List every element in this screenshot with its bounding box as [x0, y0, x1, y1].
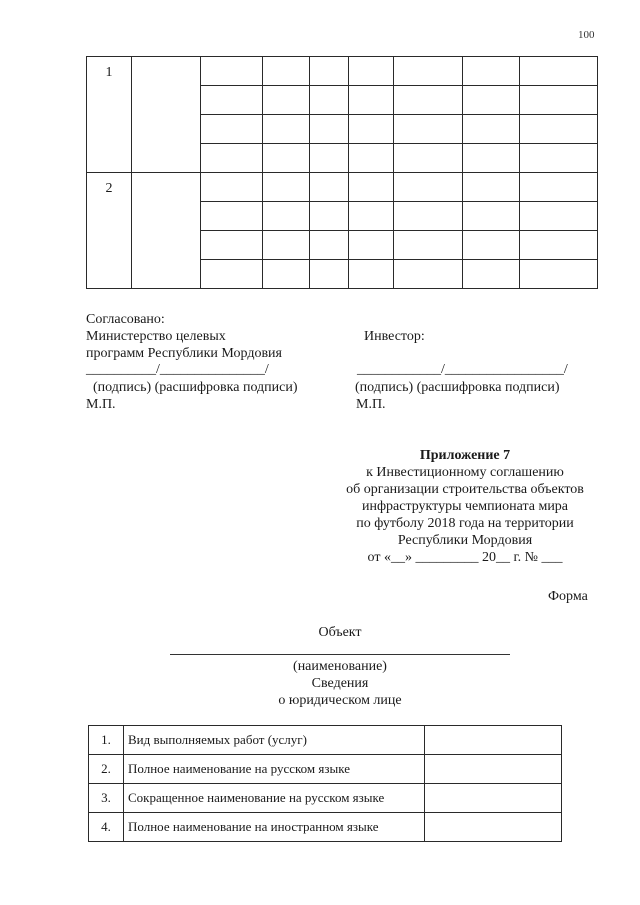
ministry-signature-line: __________/_______________/: [86, 362, 269, 377]
grid-cell[interactable]: [349, 86, 394, 115]
agreed-heading: Согласовано:: [86, 312, 165, 327]
grid-cell[interactable]: [310, 86, 349, 115]
ministry-stamp: М.П.: [86, 397, 116, 412]
grid-cell[interactable]: [310, 173, 349, 202]
grid-cell[interactable]: [263, 86, 310, 115]
grid-cell[interactable]: [463, 260, 520, 289]
grid-cell[interactable]: [463, 86, 520, 115]
grid-cell[interactable]: [463, 115, 520, 144]
appendix-line: инфраструктуры чемпионата мира: [361, 499, 569, 514]
grid-cell[interactable]: [349, 173, 394, 202]
grid-cell[interactable]: [520, 57, 598, 86]
table-row: [89, 784, 562, 813]
grid-cell[interactable]: [349, 231, 394, 260]
grid-cell[interactable]: [201, 173, 263, 202]
group-cell[interactable]: [132, 57, 201, 173]
row-value-cell[interactable]: [425, 813, 562, 842]
grid-cell[interactable]: [201, 86, 263, 115]
row-value-cell[interactable]: [425, 784, 562, 813]
investor-signature-caption: (подпись) (расшифровка подписи): [355, 380, 560, 395]
grid-cell[interactable]: [201, 57, 263, 86]
grid-cell[interactable]: [310, 115, 349, 144]
grid-cell[interactable]: [201, 231, 263, 260]
legal-entity-table: [88, 725, 562, 842]
grid-cell[interactable]: [394, 86, 463, 115]
grid-cell[interactable]: [349, 144, 394, 173]
grid-cell[interactable]: [263, 260, 310, 289]
grid-cell[interactable]: [463, 202, 520, 231]
appendix-line: об организации строительства объектов: [346, 482, 584, 497]
group-number: 2: [87, 173, 132, 289]
table-row: [89, 755, 562, 784]
investor-label: Инвестор:: [364, 329, 425, 344]
object-name-underline: [170, 654, 510, 655]
grid-cell[interactable]: [201, 144, 263, 173]
ministry-name-line2: программ Республики Мордовия: [86, 346, 282, 361]
grid-cell[interactable]: [263, 57, 310, 86]
grid-cell[interactable]: [310, 202, 349, 231]
grid-cell[interactable]: [263, 231, 310, 260]
grid-cell[interactable]: [310, 260, 349, 289]
table-row: [89, 813, 562, 842]
row-value-cell[interactable]: [425, 755, 562, 784]
object-label: Объект: [318, 625, 362, 640]
grid-cell[interactable]: [463, 57, 520, 86]
grid-cell[interactable]: [349, 260, 394, 289]
grid-cell[interactable]: [520, 260, 598, 289]
table-row: [87, 57, 598, 86]
info-title: Сведения: [311, 676, 369, 691]
investor-stamp: М.П.: [356, 397, 386, 412]
grid-cell[interactable]: [520, 144, 598, 173]
appendix-line: от «__» _________ 20__ г. № ___: [367, 550, 563, 565]
appendix-block: [330, 447, 600, 566]
grid-cell[interactable]: [310, 144, 349, 173]
group-cell[interactable]: [132, 173, 201, 289]
table-row: [89, 726, 562, 755]
grid-cell[interactable]: [201, 115, 263, 144]
info-subtitle: о юридическом лице: [278, 693, 402, 708]
investor-signature-line: ____________/_________________/: [357, 362, 568, 377]
grid-cell[interactable]: [463, 173, 520, 202]
row-number: 3.: [89, 784, 124, 813]
group-number: 1: [87, 57, 132, 173]
grid-cell[interactable]: [394, 202, 463, 231]
grid-cell[interactable]: [394, 173, 463, 202]
form-label: Форма: [548, 589, 588, 604]
page-number: 100: [578, 29, 595, 41]
row-label: Сокращенное наименование на русском языке: [124, 784, 425, 813]
grid-cell[interactable]: [349, 115, 394, 144]
appendix-line: Республики Мордовия: [397, 533, 533, 548]
grid-cell[interactable]: [520, 115, 598, 144]
grid-cell[interactable]: [263, 202, 310, 231]
grid-table: [86, 56, 598, 289]
row-number: 4.: [89, 813, 124, 842]
grid-cell[interactable]: [310, 231, 349, 260]
grid-cell[interactable]: [394, 57, 463, 86]
grid-cell[interactable]: [520, 173, 598, 202]
grid-cell[interactable]: [394, 144, 463, 173]
grid-cell[interactable]: [263, 144, 310, 173]
row-number: 2.: [89, 755, 124, 784]
grid-cell[interactable]: [201, 260, 263, 289]
grid-cell[interactable]: [394, 260, 463, 289]
appendix-line: к Инвестиционному соглашению: [366, 465, 564, 480]
grid-cell[interactable]: [520, 231, 598, 260]
row-label: Полное наименование на иностранном языке: [124, 813, 425, 842]
grid-cell[interactable]: [263, 173, 310, 202]
appendix-line: по футболу 2018 года на территории: [356, 516, 574, 531]
object-name-caption: (наименование): [293, 659, 387, 674]
ministry-signature-caption: (подпись) (расшифровка подписи): [93, 380, 298, 395]
grid-cell[interactable]: [349, 57, 394, 86]
grid-cell[interactable]: [394, 115, 463, 144]
grid-cell[interactable]: [463, 144, 520, 173]
appendix-title: Приложение 7: [419, 448, 511, 463]
row-label: Полное наименование на русском языке: [124, 755, 425, 784]
row-value-cell[interactable]: [425, 726, 562, 755]
grid-cell[interactable]: [520, 86, 598, 115]
grid-cell[interactable]: [520, 202, 598, 231]
grid-cell[interactable]: [349, 202, 394, 231]
ministry-name-line1: Министерство целевых: [86, 329, 226, 344]
grid-cell[interactable]: [394, 231, 463, 260]
grid-cell[interactable]: [263, 115, 310, 144]
grid-cell[interactable]: [310, 57, 349, 86]
grid-cell[interactable]: [463, 231, 520, 260]
grid-cell[interactable]: [201, 202, 263, 231]
row-number: 1.: [89, 726, 124, 755]
table-row: [87, 173, 598, 202]
row-label: Вид выполняемых работ (услуг): [124, 726, 425, 755]
